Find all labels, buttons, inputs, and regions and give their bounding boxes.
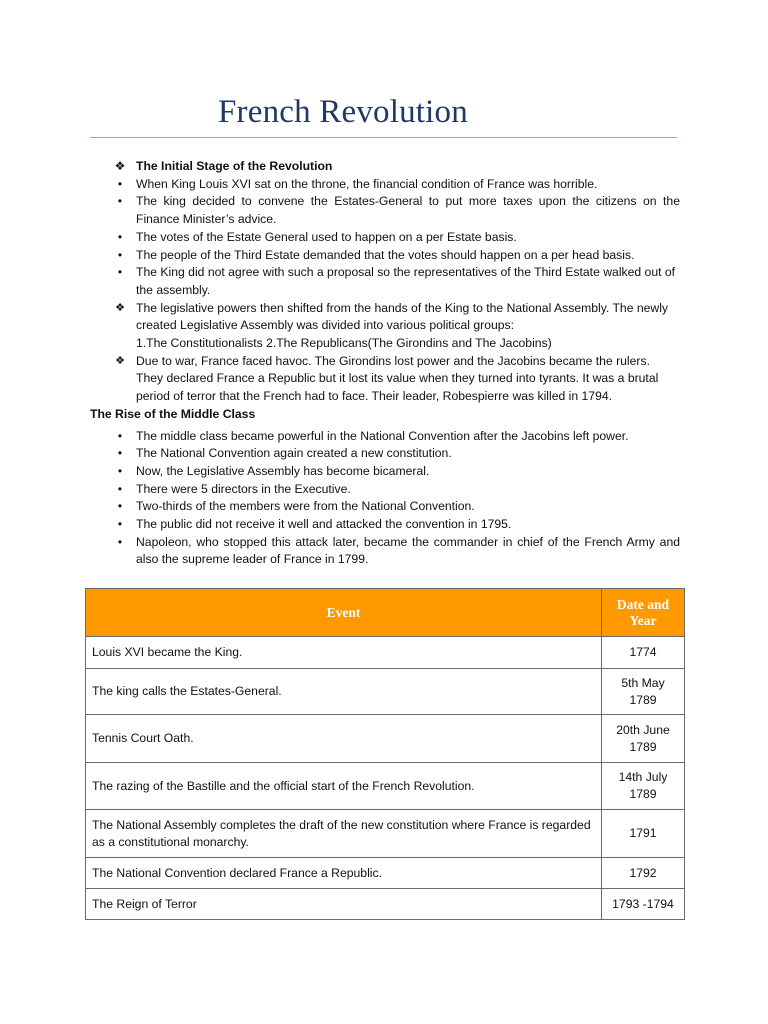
list-item [90,264,680,299]
list-item-text: The National Convention again created a new constitution. [136,446,452,461]
event-cell: The National Convention declared France a Republic. [86,858,602,889]
date-line1: 14th July [618,770,668,784]
date-line1: 1774 [629,645,657,659]
list-item-text: Due to war, France faced havoc. The Girondins lost power and the Jacobins became the rulers. They declared France a Republic but it lost its value when they turned into tyrants. It was a brutal period of terror that the French had to face. Their leader, Robespierre was killed in 1794. [136,353,659,404]
list-item [90,516,680,534]
date-line2: 1789 [629,692,657,707]
bullet-dot-icon: • [117,534,123,549]
event-cell: Tennis Court Oath. [86,715,602,763]
table-row [86,810,685,858]
bullet-dot-icon: • [117,428,123,443]
date-cell [602,763,685,810]
date-line1: 1791 [629,826,657,840]
title-divider [90,137,677,138]
event-cell: The king calls the Estates-General. [86,669,602,715]
date-cell [602,889,685,920]
list-item-text: The middle class became powerful in the National Convention after the Jacobins left power. [136,428,629,443]
section-heading-middle-class: The Rise of the Middle Class [90,406,256,421]
column-header-date-line2: Year [629,612,657,628]
bullet-dot-icon: • [117,176,123,191]
page-title: French Revolution [218,94,468,130]
event-cell: The Reign of Terror [86,889,602,920]
list-item-text: The votes of the Estate General used to happen on a per Estate basis. [136,229,517,244]
diamond-bullet-icon: ❖ [115,301,125,314]
section-heading-text: The Initial Stage of the Revolution [136,159,333,173]
date-line1: 20th June [616,722,670,737]
column-header-event: Event [86,589,602,637]
bullet-dot-icon: • [117,499,123,514]
date-line1: 1793 -1794 [612,896,674,911]
date-line2: 1789 [629,739,657,754]
list-item [90,534,680,569]
list-item [90,428,680,446]
table-row [86,715,685,763]
table-row [86,669,685,715]
bullet-dot-icon: • [117,463,123,478]
list-item [90,176,680,194]
column-header-date [602,589,685,637]
list-item-text: There were 5 directors in the Executive. [136,481,351,496]
list-item-text: When King Louis XVI sat on the throne, the financial condition of France was horrible. [136,176,598,191]
table-row [86,889,685,920]
table-row [86,763,685,810]
list-item [90,463,680,481]
list-item-text: Two-thirds of the members were from the National Convention. [136,499,475,514]
event-cell: The National Assembly completes the draft of the new constitution where France is regarded as a constitutional monarchy. [86,810,602,858]
list-item [90,445,680,463]
event-cell: Louis XVI became the King. [86,637,602,669]
list-item-war [90,353,680,406]
bullet-dot-icon: • [117,265,123,280]
column-header-date-line1: Date and [616,596,670,612]
date-cell [602,715,685,763]
bullet-dot-icon: • [117,247,123,262]
document-body [90,158,680,569]
date-cell [602,637,685,669]
middle-class-list [90,428,680,570]
solid-diamond-bullet-icon: ❖ [114,159,126,173]
list-item-legislative [90,300,680,353]
date-cell [602,858,685,889]
date-line1: 5th May [621,675,665,690]
table-row [86,637,685,669]
list-item [90,481,680,499]
event-cell: The razing of the Bastille and the official start of the French Revolution. [86,763,602,810]
diamond-bullet-icon: ❖ [115,354,125,367]
political-groups-text: 1.The Constitutionalists 2.The Republicans(The Girondins and The Jacobins) [136,336,552,351]
list-item [90,498,680,516]
list-item-text: Now, the Legislative Assembly has become bicameral. [136,463,430,478]
list-item [90,229,680,247]
section-heading-initial-stage [90,158,680,176]
bullet-dot-icon: • [117,229,123,244]
bullet-dot-icon: • [117,517,123,532]
list-item-text: The king decided to convene the Estates-General to put more taxes upon the citizens on the Finance Minister’s advice. [136,194,680,227]
list-item-text: The legislative powers then shifted from the hands of the King to the National Assembly. The newly created Legislative Assembly was divided into various political groups: [136,300,669,333]
bullet-dot-icon: • [117,194,123,209]
table-header-row [86,589,685,637]
list-item-text: The people of the Third Estate demanded that the votes should happen on a per head basis. [136,247,635,262]
table-row [86,858,685,889]
date-line2: 1789 [629,787,657,801]
date-cell [602,669,685,715]
date-line1: 1792 [629,865,657,880]
list-item [90,193,680,228]
list-item [90,247,680,265]
list-item-text: Napoleon, who stopped this attack later, became the commander in chief of the French Army and also the supreme leader of France in 1799. [136,534,680,567]
events-timeline-table [85,588,685,920]
list-item-text: The King did not agree with such a proposal so the representatives of the Third Estate walked out of the assembly. [136,265,676,297]
bullet-dot-icon: • [117,446,123,461]
list-item-text: The public did not receive it well and attacked the convention in 1795. [136,517,512,532]
date-cell [602,810,685,858]
bullet-dot-icon: • [117,481,123,496]
